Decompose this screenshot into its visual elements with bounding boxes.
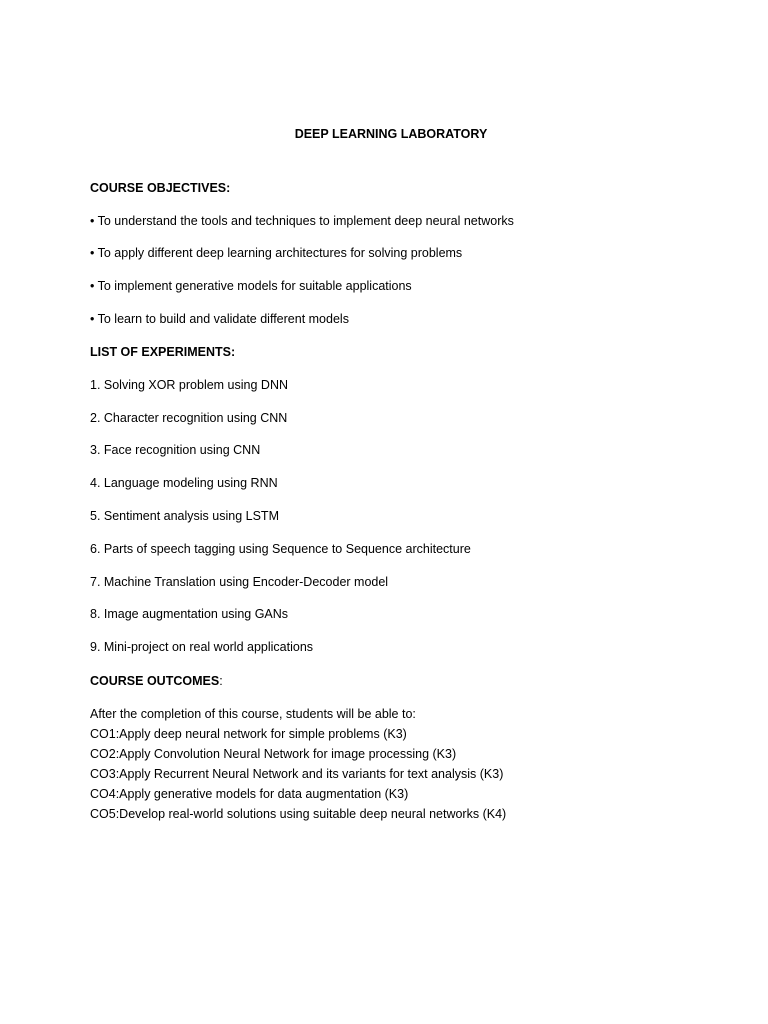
experiment-item: 9. Mini-project on real world applications — [90, 640, 314, 654]
outcome-item: CO2:Apply Convolution Neural Network for image processing (K3) — [90, 747, 457, 761]
experiments-heading: LIST OF EXPERIMENTS: — [90, 345, 236, 359]
experiment-item: 3. Face recognition using CNN — [90, 443, 261, 457]
experiment-item: 8. Image augmentation using GANs — [90, 607, 289, 621]
objective-item: • To implement generative models for suitable applications — [90, 279, 412, 293]
objective-item: • To understand the tools and techniques to implement deep neural networks — [90, 214, 514, 228]
outcomes-heading — [90, 673, 223, 689]
objective-item: • To apply different deep learning architectures for solving problems — [90, 246, 463, 260]
experiment-item: 4. Language modeling using RNN — [90, 476, 278, 490]
objectives-heading: COURSE OBJECTIVES: — [90, 181, 231, 195]
outcomes-heading-colon: : — [219, 674, 223, 688]
experiment-item: 7. Machine Translation using Encoder-Decoder model — [90, 575, 389, 589]
experiment-item: 5. Sentiment analysis using LSTM — [90, 509, 279, 523]
objective-item: • To learn to build and validate different models — [90, 312, 349, 326]
experiment-item: 2. Character recognition using CNN — [90, 411, 288, 425]
experiment-item: 1. Solving XOR problem using DNN — [90, 378, 288, 392]
outcome-item: CO5:Develop real-world solutions using suitable deep neural networks (K4) — [90, 807, 507, 821]
outcomes-heading-label: COURSE OUTCOMES — [90, 674, 220, 688]
document-title: DEEP LEARNING LABORATORY — [294, 127, 488, 141]
outcome-item: CO4:Apply generative models for data augmentation (K3) — [90, 787, 409, 801]
experiment-item: 6. Parts of speech tagging using Sequence to Sequence architecture — [90, 542, 471, 556]
outcome-item: CO3:Apply Recurrent Neural Network and its variants for text analysis (K3) — [90, 767, 504, 781]
outcomes-intro: After the completion of this course, students will be able to: — [90, 707, 416, 721]
outcome-item: CO1:Apply deep neural network for simple problems (K3) — [90, 727, 407, 741]
